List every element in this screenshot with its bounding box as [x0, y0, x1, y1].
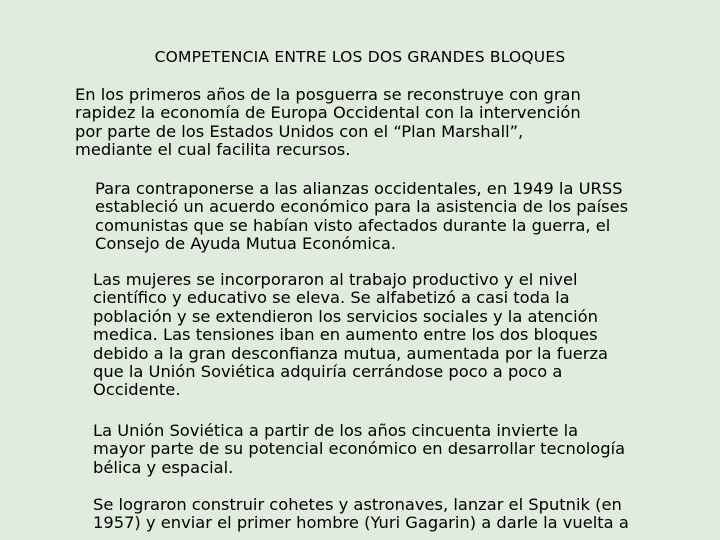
paragraph-line: Se lograron construir cohetes y astronaves, lanzar el Sputnik (en: [93, 495, 622, 514]
paragraph-line: que la Unión Soviética adquiría cerrándose poco a poco a: [93, 362, 563, 382]
paragraph-line: mediante el cual facilita recursos.: [75, 140, 351, 160]
paragraph-line: Para contraponerse a las alianzas occidentales, en 1949 la URSS: [95, 179, 623, 198]
paragraph-line: científico y educativo se eleva. Se alfabetizó a casi toda la: [93, 288, 570, 308]
paragraph-line: 1957) y enviar el primer hombre (Yuri Gagarin) a darle la vuelta a: [93, 513, 629, 533]
paragraph-line: debido a la gran desconfianza mutua, aumentada por la fuerza: [93, 343, 608, 363]
paragraph-tecnologia: [89, 422, 689, 477]
paragraph-line: medica. Las tensiones iban en aumento entre los dos bloques: [93, 325, 598, 345]
paragraph-line: bélica y espacial.: [93, 457, 234, 477]
paragraph-line: Las mujeres se incorporaron al trabajo productivo y el nivel: [93, 270, 578, 289]
slide-title: COMPETENCIA ENTRE LOS DOS GRANDES BLOQUES: [154, 48, 566, 66]
paragraph-sociedad: [89, 271, 689, 400]
paragraph-posguerra: [75, 86, 649, 160]
paragraph-line: Consejo de Ayuda Mutua Económica.: [95, 234, 396, 254]
paragraph-line: rapidez la economía de Europa Occidental con la intervención: [75, 103, 581, 123]
paragraph-line: mayor parte de su potencial económico en desarrollar tecnología: [93, 439, 626, 459]
paragraph-line: En los primeros años de la posguerra se reconstruye con gran: [75, 85, 581, 104]
paragraph-came: [89, 180, 689, 254]
paragraph-line: estableció un acuerdo económico para la asistencia de los países: [95, 197, 629, 217]
paragraph-line: La Unión Soviética a partir de los años cincuenta invierte la: [93, 421, 579, 440]
paragraph-espacio: [89, 496, 689, 533]
paragraph-line: por parte de los Estados Unidos con el “Plan Marshall”,: [75, 121, 524, 141]
paragraph-line: población y se extendieron los servicios sociales y la atención: [93, 306, 598, 326]
paragraph-line: Occidente.: [93, 380, 181, 400]
paragraph-line: comunistas que se habían visto afectados durante la guerra, el: [95, 215, 611, 235]
